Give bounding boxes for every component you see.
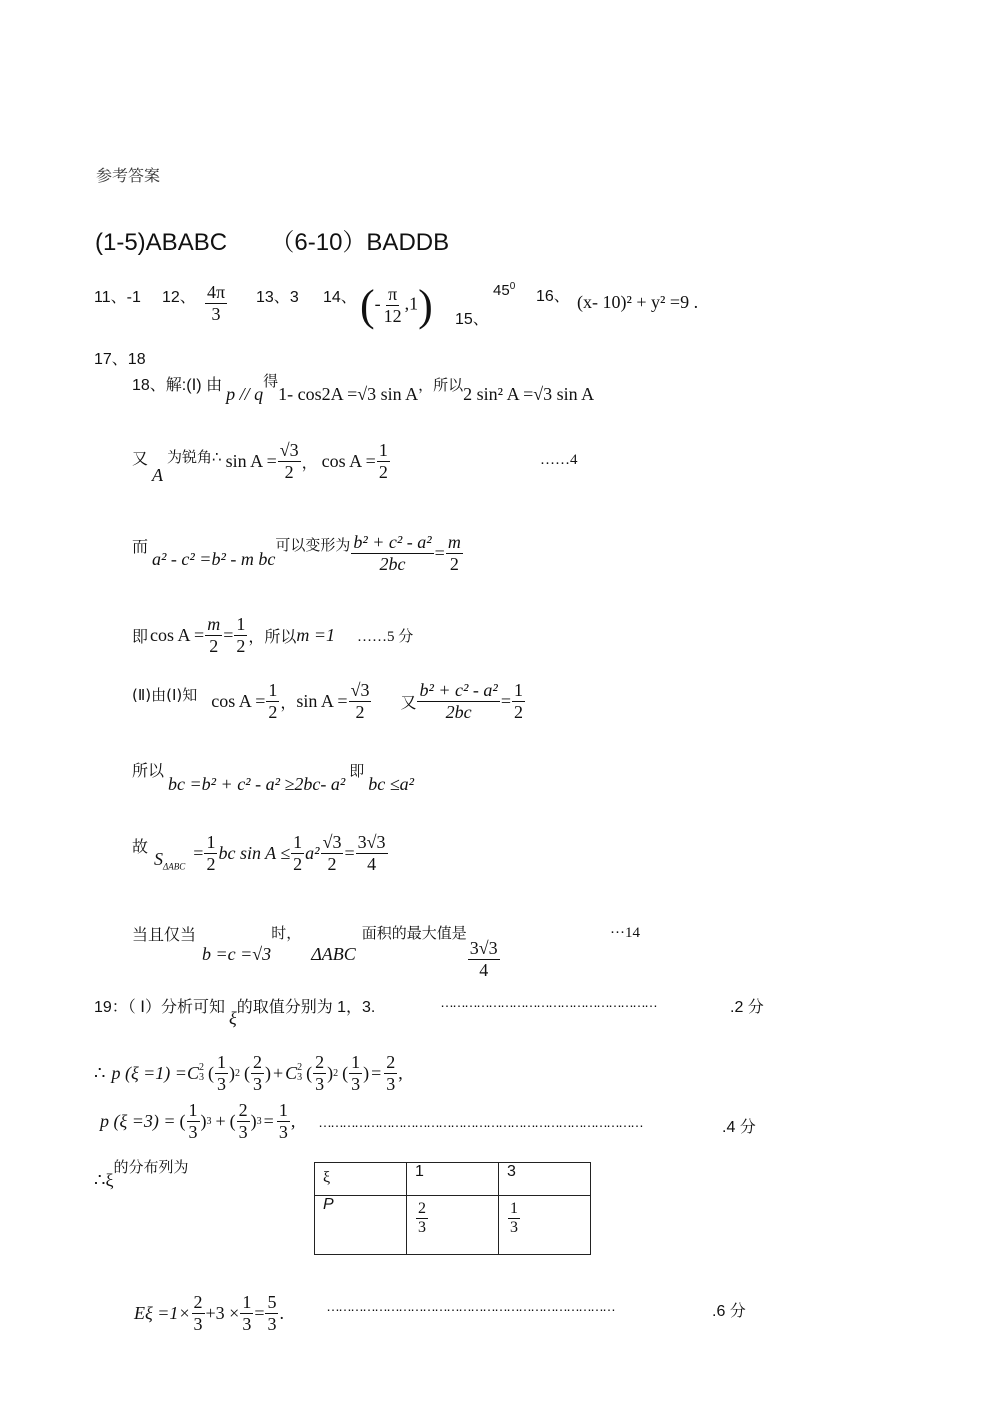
q19-line1 [94, 994, 376, 1028]
q18-max-den: 4 [479, 959, 489, 980]
q18-area-eq2: = [344, 842, 355, 863]
mc-answers-6-10: （6-10）BADDB [270, 229, 450, 256]
q19-f2n: 2 [252, 1052, 262, 1072]
q19-line3: p (ξ =3) = ( $\frac{1}{3}$ ) 3 + ( $\frac{2}{3}$ ) 3 = $\frac{1}{3}$ , [100, 1100, 296, 1142]
q19-p3-f2n: 2 [238, 1100, 248, 1120]
q15-number: 45 [493, 282, 510, 299]
q14-den: 12 [383, 306, 402, 326]
q18-p2-rden: 2 [513, 701, 523, 722]
q18-bc-bound: bc ≤a² [368, 774, 415, 794]
q18-ji: 即 [132, 626, 149, 646]
q18-triangle: ΔABC [311, 943, 356, 964]
q18-p2-rnum: 1 [513, 680, 523, 700]
answer-q14-value: (- $\frac{\pi}{12}$ ,1) [360, 281, 433, 330]
q18-label: 18、解:(Ⅰ) 由 [132, 377, 223, 394]
q19-ex-f1d: 3 [193, 1313, 203, 1334]
q18-cos-lhs2: cos A = [150, 624, 205, 645]
q18-rden: 2 [449, 553, 459, 574]
mc-answers [95, 222, 449, 257]
answer-q14-label: 14、 [323, 289, 357, 306]
q19-p3-f1n: 1 [188, 1100, 198, 1120]
q18-area-mid: bc sin A ≤ [218, 842, 291, 863]
q19-eq: = [371, 1062, 382, 1083]
q19-end: , [398, 1062, 403, 1083]
q18-max-num: 3√3 [469, 938, 498, 958]
q18-m-value: m =1 [296, 624, 336, 645]
q18-area-res-num: 3√3 [357, 832, 386, 852]
q19-plus: + [272, 1062, 284, 1083]
q18-eq: = [223, 624, 234, 645]
q19-f3n: 2 [315, 1052, 325, 1072]
distribution-table [314, 1162, 591, 1255]
q18-area-sub: ΔABC [163, 861, 186, 872]
q18-line1 [132, 372, 595, 404]
q18-line7 [132, 832, 389, 874]
q11-label: 11、 [94, 289, 127, 306]
q18-p2-you: 又 [400, 692, 417, 712]
q19-p3-e2: 3 [256, 1115, 262, 1127]
p1-den: 3 [418, 1219, 426, 1237]
answer-q11 [94, 284, 141, 307]
q18-line3 [132, 532, 464, 574]
q18-score-14: ···14 [610, 925, 640, 941]
q19-line4 [94, 1156, 189, 1190]
q18-a-squared: a² [305, 842, 320, 863]
q18-p2-sin-lhs: sin A = [296, 690, 348, 711]
q18-bianxing: 可以变形为 [275, 536, 351, 554]
answer-q16-value [577, 292, 698, 313]
q18-p2-cos-num: 1 [268, 680, 278, 700]
q18-half-num: 1 [206, 832, 216, 852]
q13-value: 3 [289, 289, 299, 306]
table-header-1: 1 [407, 1163, 499, 1196]
q18-frac-den: 2bc [379, 553, 406, 574]
table-row-p [315, 1196, 591, 1255]
q18-iff: 当且仅当 [132, 925, 197, 944]
q18-half2-num: 1 [293, 832, 303, 852]
q18-line5 [132, 680, 526, 722]
q19-p3-f2d: 3 [238, 1121, 248, 1142]
q18-eq1: 1- cos2A =√3 sin A [278, 384, 419, 404]
q19-ex-rn: 5 [267, 1292, 277, 1312]
q19-score-2: .2 分 [730, 999, 764, 1016]
q13-label: 13、 [256, 289, 290, 306]
q19-xi: ξ [228, 1008, 237, 1028]
q19-p3-end: , [290, 1110, 296, 1131]
q18-p2-den: 2bc [445, 701, 472, 722]
answer-q15-label: 15、 [455, 311, 489, 328]
q19-score-4: .4 分 [722, 1119, 756, 1136]
q19-score-6: .6 分 [712, 1303, 746, 1320]
q18-cos-den: 2 [378, 461, 388, 482]
q18-A: A [152, 465, 164, 486]
q18-you: 又 [132, 449, 149, 468]
q19-ex-mid: +3 × [205, 1302, 240, 1323]
q18-frac-num: b² + c² - a² [353, 532, 432, 552]
q18-line6 [132, 758, 415, 794]
q18-de: 得 [263, 372, 279, 390]
q14-tail: ,1 [404, 293, 419, 314]
q18-area-S: S [154, 848, 164, 869]
q19-ex-rd: 3 [267, 1313, 277, 1334]
q12-num: 4π [207, 282, 226, 302]
q14-neg: - [374, 293, 381, 314]
q19-e1: 2 [234, 1067, 240, 1079]
q18-rnum: m [447, 532, 461, 552]
q18-half-den: 2 [206, 853, 216, 874]
q11-value: -1 [126, 289, 141, 306]
q19-p3-rn: 1 [278, 1100, 288, 1120]
q18-er: 而 [132, 537, 149, 556]
q19-f4d: 3 [351, 1073, 361, 1094]
q18-cos-num: 1 [378, 440, 388, 460]
table-cell-p1 [407, 1196, 499, 1255]
q18-p2-sin-den: 2 [355, 701, 365, 722]
p1-num: 2 [416, 1200, 428, 1219]
q18-d2: 2 [236, 635, 246, 656]
q16-equation: (x- 10)² + y² =9 [577, 292, 690, 312]
p3-den: 3 [510, 1219, 518, 1237]
q18-n1: m [207, 614, 221, 634]
q18-acute: 为锐角∴ [167, 448, 222, 466]
table-row-header [315, 1163, 591, 1196]
q19-ex-f2n: 1 [242, 1292, 252, 1312]
q18-score-4: ……4 [540, 452, 578, 468]
q19-c2-sub: 3 [297, 1072, 303, 1084]
q18-eq2: 2 sin² A =√3 sin A [463, 384, 595, 404]
q18-law-of-cosines: a² - c² =b² - m bc [152, 548, 276, 569]
q18-suoyi: ，所以 [418, 376, 464, 394]
q19-prefix: 19：（ Ⅰ）分析可知 [94, 999, 225, 1016]
answer-q12-value [204, 282, 228, 324]
q18-cos-lhs: cos A = [321, 450, 376, 471]
answer-q16-label: 16、 [536, 288, 570, 305]
p3-num: 1 [508, 1200, 520, 1219]
q16-end: . [693, 292, 699, 312]
q19-c1-sup: 2 [198, 1062, 204, 1074]
q18-shi: 时， [271, 924, 302, 942]
q18-eq-sign: = [434, 542, 445, 563]
page-title: 参考答案 [96, 166, 161, 185]
q18-p2-cos-den: 2 [268, 701, 278, 722]
table-header-xi: ξ [315, 1163, 407, 1196]
q19-dots-4: ……………………………………………………………………… [318, 1114, 642, 1130]
q19-p1-lhs: p (ξ =1) = [111, 1062, 187, 1083]
q19-dots-6: ……………………………………………………………… [326, 1298, 614, 1314]
answer-q13 [256, 284, 299, 307]
q18-sin-num: √3 [279, 440, 299, 460]
q18-comma: ， [301, 452, 318, 472]
q18-suoyi2: ，所以 [248, 626, 297, 646]
q19-rd: 3 [386, 1073, 396, 1094]
q18-r3-den: 2 [327, 853, 337, 874]
q18-sin-lhs: sin A = [225, 450, 277, 471]
q19-dist-prefix: ∴ξ [94, 1170, 114, 1190]
q19-p3-lhs: p (ξ =3) = [100, 1110, 176, 1131]
q18-line2 [132, 440, 391, 486]
q18-line8 [132, 918, 501, 980]
q18-inequality: bc =b² + c² - a² ≥2bc- a² [168, 774, 346, 794]
q19-ex-eq: = [254, 1302, 265, 1323]
q19-f1d: 3 [216, 1073, 226, 1094]
q19-line2: ∴ p (ξ =1) = C 2 3 ( $\frac{1}{3}$ ) 2 ( $\frac{2}{3}$ ) + C 2 3 ( $\frac{2}{3}$ ) 2 ( $\frac{1}{3}$ ) = $\frac{2}{3}$ , [94, 1052, 403, 1094]
q19-c2-sup: 2 [297, 1062, 303, 1074]
q18-p2-comma: ， [280, 692, 297, 712]
q19-p3-eq: = [263, 1110, 274, 1131]
q18-sin-den: 2 [284, 461, 294, 482]
q18-p2-sin-num: √3 [350, 680, 370, 700]
q18-equality-cond: b =c =√3 [202, 943, 272, 964]
table-header-3: 3 [499, 1163, 591, 1196]
q18-p2-ji: 即 [349, 762, 365, 780]
q19-e3: 2 [333, 1067, 339, 1079]
q12-den: 3 [211, 303, 221, 324]
q18-d1: 2 [209, 635, 219, 656]
q18-r3-num: √3 [322, 832, 342, 852]
q19-ex-f1n: 2 [193, 1292, 203, 1312]
q19-p3-rd: 3 [278, 1121, 288, 1142]
q18-half2-den: 2 [293, 853, 303, 874]
table-cell-p3 [499, 1196, 591, 1255]
q18-p2-eq: = [500, 690, 511, 711]
q18-part2-prefix: (Ⅱ)由(Ⅰ)知 [132, 686, 198, 704]
answer-q15-value [493, 281, 515, 299]
q18-max-text: 面积的最大值是 [361, 924, 467, 942]
q18-area-eq1: = [193, 842, 204, 863]
q18-gu: 故 [132, 837, 149, 856]
q15-degree: 0 [509, 281, 516, 292]
q19-c1-sub: 3 [198, 1072, 204, 1084]
q19-f1n: 1 [216, 1052, 226, 1072]
q14-num: π [388, 284, 398, 305]
q19-p3-plus: + [215, 1110, 226, 1131]
q19-f2d: 3 [252, 1073, 262, 1094]
q18-p2-cos-lhs: cos A = [211, 690, 266, 711]
mc-answers-1-5: (1-5)ABABC [95, 229, 228, 256]
q19-f3d: 3 [315, 1073, 325, 1094]
q19-dots-1: ……………………………………………… [440, 994, 656, 1010]
answer-q17: 17、18 [94, 351, 146, 368]
q19-ex-end: . [279, 1302, 284, 1323]
q18-p2-suoyi: 所以 [132, 761, 165, 780]
q19-c2: C [285, 1062, 298, 1083]
q19-p3-e1: 3 [206, 1115, 212, 1127]
q19-line5 [134, 1292, 284, 1334]
q19-rn: 2 [386, 1052, 396, 1072]
q18-area-res-den: 4 [367, 853, 377, 874]
q18-score-5: ……5 分 [357, 628, 414, 645]
q19-ex-f2d: 3 [242, 1313, 252, 1334]
q19-dist-text: 的分布列为 [113, 1158, 189, 1176]
q18-p2-num: b² + c² - a² [419, 680, 498, 700]
q19-c1: C [186, 1062, 199, 1083]
q19-f4n: 1 [351, 1052, 361, 1072]
q18-line4 [132, 614, 413, 656]
q18-n2: 1 [236, 614, 246, 634]
q18-condition: p // q [226, 384, 264, 404]
q19-expect-lhs: Eξ =1× [134, 1302, 191, 1323]
q19-values-text: 的取值分别为 1，3. [236, 999, 376, 1016]
table-row-label-p: P [315, 1196, 407, 1255]
q19-p3-f1d: 3 [188, 1121, 198, 1142]
answer-q12-label: 12、 [162, 289, 196, 306]
q19-therefore: ∴ [94, 1062, 106, 1083]
